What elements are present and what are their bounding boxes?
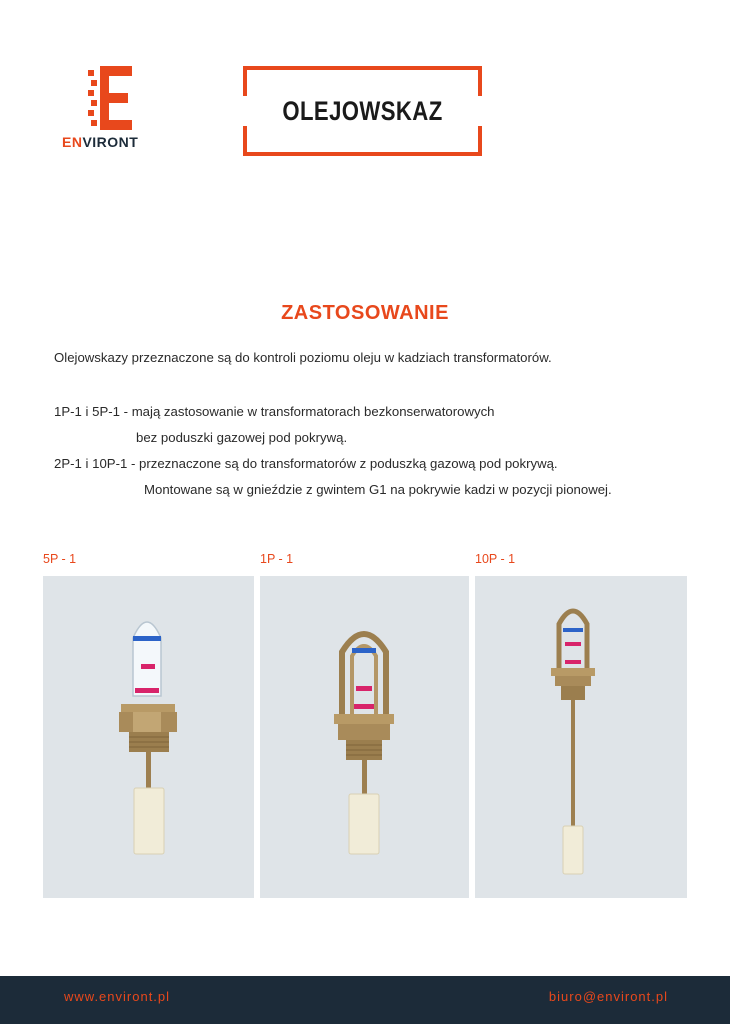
page-title: OLEJOWSKAZ: [282, 95, 443, 126]
title-frame: [243, 66, 482, 156]
footer-email-link[interactable]: biuro@environt.pl: [548, 989, 668, 1004]
intro-text: Olejowskazy przeznaczone są do kontroli poziomu oleju w kadziach transformatorów.: [54, 350, 552, 365]
company-logo: [62, 66, 162, 156]
logo-e-icon: [88, 66, 136, 130]
footer-website-link[interactable]: www.environt.pl: [64, 989, 171, 1004]
logo-wordmark-prefix: EN: [62, 134, 83, 150]
logo-wordmark-rest: VIRONT: [82, 134, 139, 150]
description-line-2: bez poduszki gazowej pod pokrywą.: [136, 430, 348, 445]
product-label-5p1: 5P - 1: [43, 552, 77, 566]
product-photo-10p1: [475, 576, 687, 898]
product-label-1p1: 1P - 1: [260, 552, 294, 566]
description-line-3: 2P-1 i 10P-1 - przeznaczone są do transformatorów z poduszką gazową pod pokrywą.: [54, 456, 558, 471]
product-photo-5p1: [43, 576, 254, 898]
product-label-10p1: 10P - 1: [475, 552, 516, 566]
footer: [0, 976, 730, 1024]
logo-wordmark: [62, 134, 162, 150]
section-title: ZASTOSOWANIE: [281, 302, 449, 324]
description-line-4: Montowane są w gnieździe z gwintem G1 na pokrywie kadzi w pozycji pionowej.: [144, 482, 612, 497]
description-line-1: 1P-1 i 5P-1 - mają zastosowanie w transformatorach bezkonserwatorowych: [54, 404, 495, 419]
product-photo-1p1: [260, 576, 469, 898]
